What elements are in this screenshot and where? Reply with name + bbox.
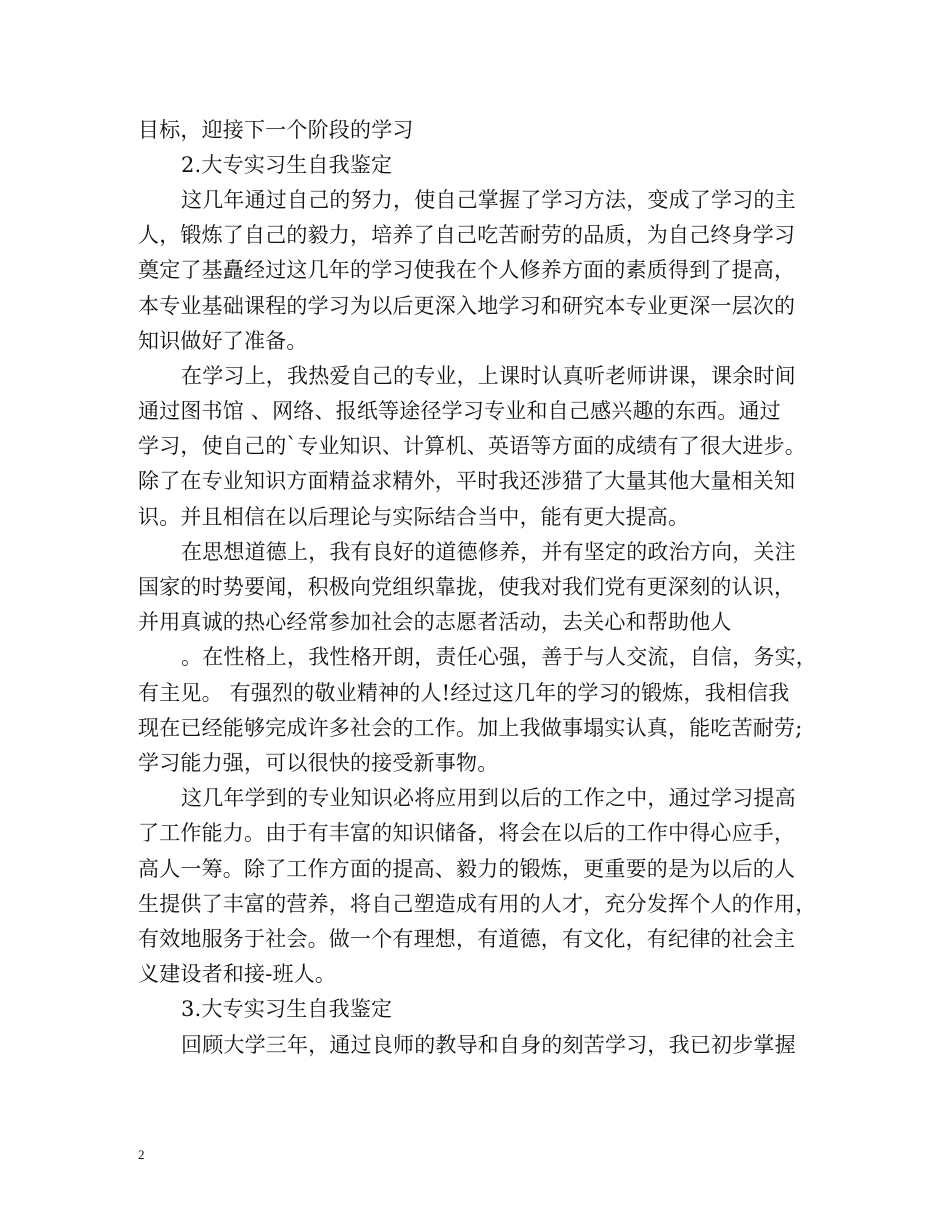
text-line: 学习能力强，可以很快的接受新事物。 bbox=[138, 751, 499, 775]
text-line: 这几年学到的专业知识必将应用到以后的工作之中，通过学习提高 bbox=[181, 786, 796, 810]
text-line: 了工作能力。由于有丰富的知识储备，将会在以后的工作中得心应手， bbox=[138, 821, 796, 845]
text-line: 这几年通过自己的努力，使自己掌握了学习方法，变成了学习的主 bbox=[181, 188, 796, 212]
text-line: 回顾大学三年，通过良师的教导和自身的刻苦学习，我已初步掌握 bbox=[181, 1033, 796, 1057]
text-line: 目标，迎接下一个阶段的学习 bbox=[138, 118, 414, 142]
section-heading: 2.大专实习生自我鉴定 bbox=[181, 153, 393, 177]
text-line: 在学习上，我热爱自己的专业，上课时认真听老师讲课，课余时间 bbox=[181, 364, 796, 388]
text-line: 。在性格上，我性格开朗，责任心强，善于与人交流，自信，务实， bbox=[181, 645, 817, 669]
text-line: 现在已经能够完成许多社会的工作。加上我做事塌实认真，能吃苦耐劳; bbox=[138, 716, 803, 740]
text-line: 高人一筹。除了工作方面的提高、毅力的锻炼，更重要的是为以后的人 bbox=[138, 857, 796, 881]
text-line: 本专业基础课程的学习为以后更深入地学习和研究本专业更深一层次的 bbox=[138, 294, 796, 318]
text-line: 生提供了丰富的营养，将自己塑造成有用的人才，充分发挥个人的作用， bbox=[138, 892, 817, 916]
text-line: 并用真诚的热心经常参加社会的志愿者活动，去关心和帮助他人 bbox=[138, 610, 732, 634]
text-line: 除了在专业知识方面精益求精外，平时我还涉猎了大量其他大量相关知 bbox=[138, 469, 796, 493]
text-line: 识。并且相信在以后理论与实际结合当中，能有更大提高。 bbox=[138, 505, 690, 529]
text-line: 义建设者和接-班人。 bbox=[138, 962, 337, 986]
text-line: 人，锻炼了自己的毅力，培养了自己吃苦耐劳的品质，为自己终身学习 bbox=[138, 223, 796, 247]
text-line: 学习，使自己的`专业知识、计算机、英语等方面的成绩有了很大进步。 bbox=[138, 434, 806, 458]
text-line: 在思想道德上，我有良好的道德修养，并有坚定的政治方向，关注 bbox=[181, 540, 796, 564]
page-number: 2 bbox=[138, 1147, 145, 1162]
text-line: 国家的时势要闻，积极向党组织靠拢，使我对我们党有更深刻的认识， bbox=[138, 575, 796, 599]
text-line: 知识做好了准备。 bbox=[138, 329, 308, 353]
text-line: 奠定了基矗经过这几年的学习使我在个人修养方面的素质得到了提高， bbox=[138, 258, 796, 282]
text-line: 有主见。 有强烈的敬业精神的人!经过这几年的学习的锻炼，我相信我 bbox=[138, 681, 790, 705]
section-heading: 3.大专实习生自我鉴定 bbox=[181, 997, 393, 1021]
text-line: 有效地服务于社会。做一个有理想，有道德，有文化，有纪律的社会主 bbox=[138, 927, 796, 951]
text-line: 通过图书馆 、网络、报纸等途径学习专业和自己感兴趣的东西。通过 bbox=[138, 399, 781, 423]
